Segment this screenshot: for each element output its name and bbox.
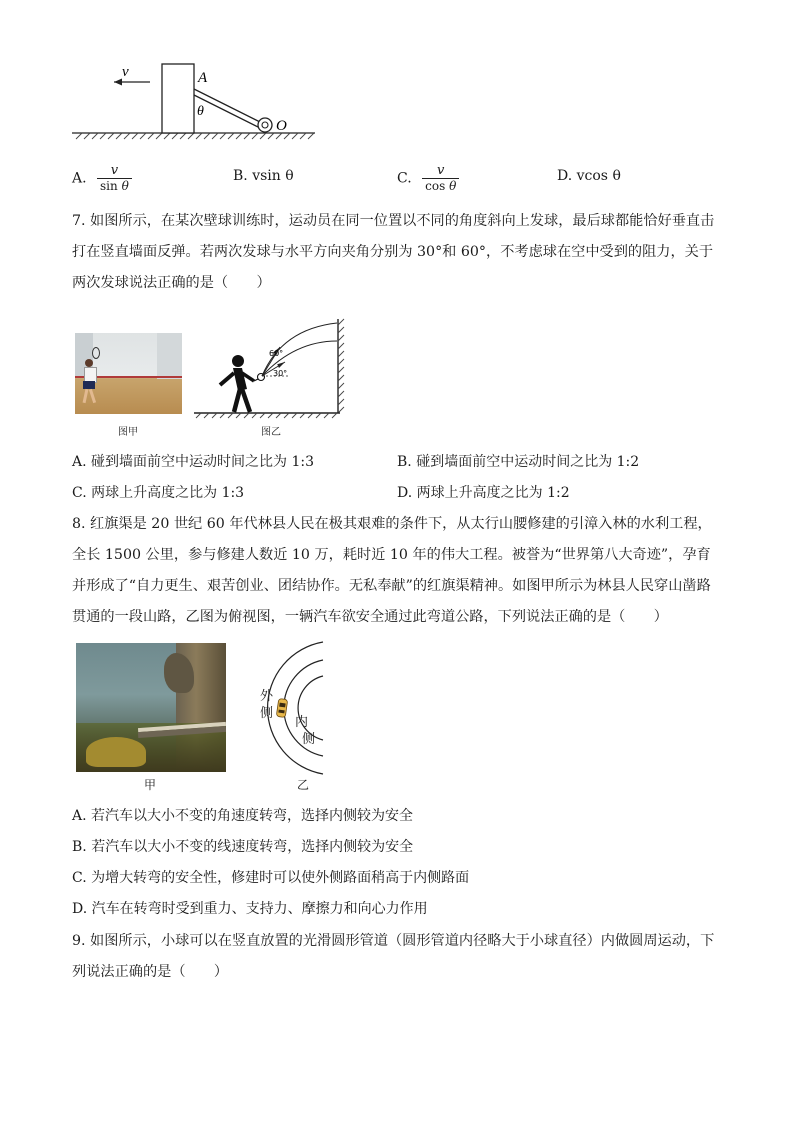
outer-side-label: 外侧 <box>260 689 274 721</box>
label-v: v <box>122 64 129 80</box>
player-figure <box>85 359 93 367</box>
q8-option-b[interactable]: B. 若汽车以大小不变的线速度转弯，选择内侧较为安全 <box>72 839 414 855</box>
angle-30-label: 30° <box>273 369 288 378</box>
q8-option-c[interactable]: C. 为增大转弯的安全性，修建时可以使外侧路面稍高于内侧路面 <box>72 870 470 886</box>
q7-option-c[interactable]: C. 两球上升高度之比为 1:3 <box>72 485 245 501</box>
q6-option-c-prefix: C. <box>397 170 412 187</box>
q7-fig-a-caption: 图甲 <box>118 427 138 438</box>
inner-edge <box>298 676 323 740</box>
block <box>162 64 194 133</box>
q7-trajectory-diagram <box>190 315 350 420</box>
q6-option-b[interactable]: B. vsin θ <box>233 168 294 184</box>
q6-option-c[interactable] <box>397 163 459 194</box>
player-silhouette <box>220 355 254 412</box>
fraction-numerator: v <box>437 163 445 178</box>
fraction-denominator: sin θ <box>97 178 132 194</box>
q6-option-a-prefix: A. <box>72 170 87 187</box>
label-a: A <box>198 70 208 86</box>
label-o: O <box>276 118 287 134</box>
q7-stem: 7. 如图所示，在某次壁球训练时，运动员在同一位置以不同的角度斜向上发球，最后球都能恰好垂直击打在竖直墙面反弹。若两次发球与水平方向夹角分别为 30°和 60°，不考虑球在空中受到的阻力，关于两次发球说法正确的是（ ） <box>72 213 715 291</box>
fraction-v-over-sin <box>97 163 132 194</box>
fraction-denominator: cos θ <box>422 178 459 194</box>
q8-stem: 8. 红旗渠是 20 世纪 60 年代林县人民在极其艰难的条件下，从太行山腰修建的引漳入林的水利工程，全长 1500 公里，参与修建人数近 10 万，耗时近 10 年的伟大工程。被誉为“世界第八大奇迹”，孕育并形成了“自力更生、艰苦创业、团结协作。无私奉献”的红旗渠精神。如图甲所示为林县人民穿山凿路贯通的一段山路，乙图为俯视图，一辆汽车欲安全通过此弯道公路，下列说法正确的是（ ） <box>72 516 712 625</box>
fraction-v-over-cos <box>422 163 459 194</box>
inner-side-label: 内侧 <box>295 715 316 747</box>
figure-q6-rod-block <box>70 58 320 140</box>
q7-option-a[interactable]: A. 碰到墙面前空中运动时间之比为 1:3 <box>72 454 314 470</box>
q8-option-d[interactable]: D. 汽车在转弯时受到重力、支持力、摩擦力和向心力作用 <box>72 901 428 917</box>
q6-option-a[interactable] <box>72 163 132 194</box>
label-theta: θ <box>197 104 204 119</box>
mountain-road-photo <box>76 643 226 772</box>
q8-option-a[interactable]: A. 若汽车以大小不变的角速度转弯，选择内侧较为安全 <box>72 808 414 824</box>
q7-option-b[interactable]: B. 碰到墙面前空中运动时间之比为 1:2 <box>397 454 640 470</box>
q8-fig-a-caption: 甲 <box>144 778 157 792</box>
angle-60-label: 60° <box>269 349 284 358</box>
q8-fig-b-caption: 乙 <box>297 778 310 792</box>
fraction-numerator: v <box>110 163 119 178</box>
q7-option-d[interactable]: D. 两球上升高度之比为 1:2 <box>397 485 570 501</box>
q9-stem: 9. 如图所示，小球可以在竖直放置的光滑圆形管道（圆形管道内径略大于小球直径）内做圆周运动，下列说法正确的是（ ） <box>72 933 715 980</box>
car-icon <box>276 698 287 717</box>
rod <box>194 89 264 124</box>
q7-fig-b-caption: 图乙 <box>261 427 281 438</box>
squash-photo <box>75 333 182 414</box>
q6-option-d[interactable]: D. vcos θ <box>557 168 621 184</box>
q8-curve-top-view <box>240 638 335 778</box>
